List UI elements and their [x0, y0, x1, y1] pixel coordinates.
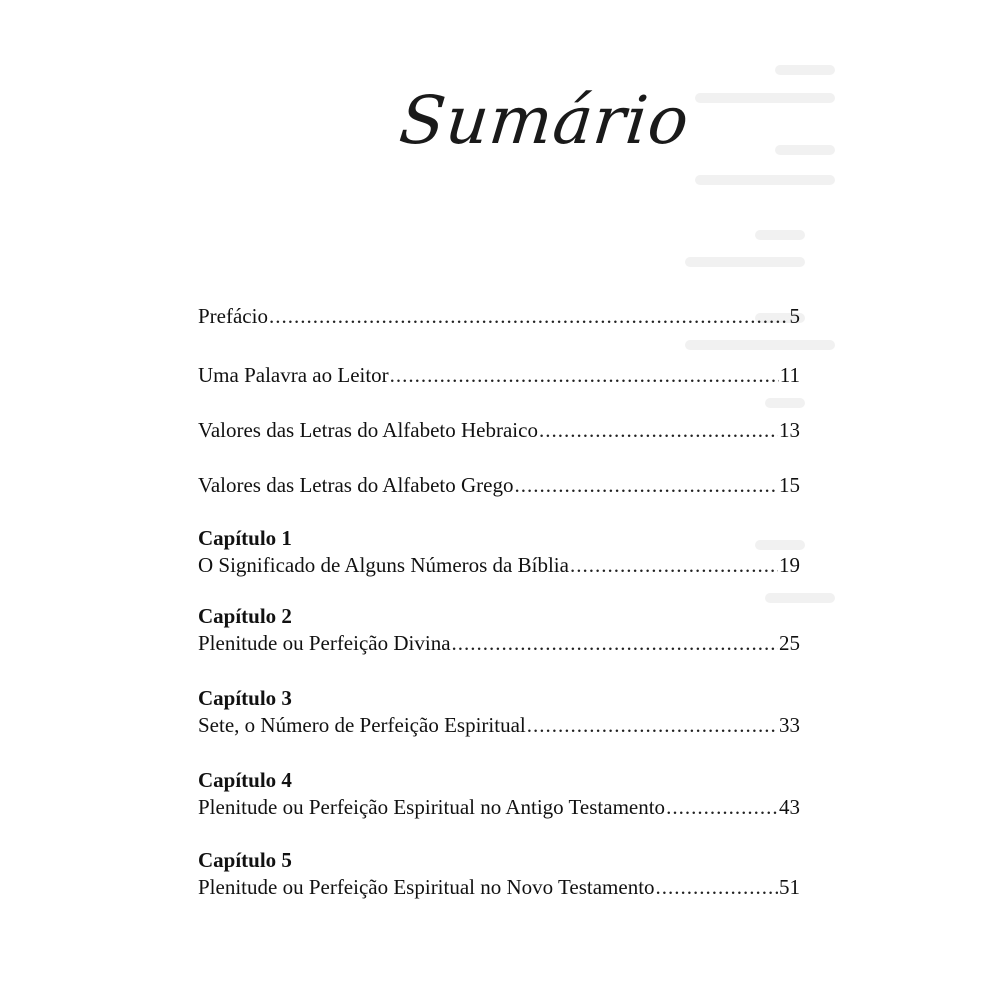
toc-line	[198, 302, 800, 330]
toc-line	[198, 629, 800, 657]
dot-leader	[570, 551, 778, 579]
toc-entry-alfabeto-grego[interactable]	[198, 471, 800, 499]
chapter-heading: Capítulo 2	[198, 604, 292, 628]
toc-entry-title: Sete, o Número de Perfeição Espiritual	[198, 713, 526, 737]
toc-entry-capitulo-1[interactable]	[198, 525, 800, 579]
toc-entry-title: Uma Palavra ao Leitor	[198, 363, 389, 387]
chapter-heading: Capítulo 5	[198, 848, 292, 872]
dot-leader	[666, 793, 778, 821]
toc-entry-title: Plenitude ou Perfeição Espiritual no Novo Testamento	[198, 875, 655, 899]
toc-page-number: 19	[779, 553, 800, 577]
dot-leader	[390, 361, 779, 389]
toc-page-number: 25	[779, 631, 800, 655]
dot-leader	[539, 416, 778, 444]
toc-entry-capitulo-5[interactable]	[198, 847, 800, 901]
toc-entry-title: Valores das Letras do Alfabeto Hebraico	[198, 418, 538, 442]
toc-line	[198, 793, 800, 821]
toc-line	[198, 551, 800, 579]
toc-page-number: 51	[779, 875, 800, 899]
toc-entry-title: Plenitude ou Perfeição Divina	[198, 631, 451, 655]
dot-leader	[656, 873, 778, 901]
toc-entry-title: Prefácio	[198, 304, 268, 328]
toc-entry-capitulo-4[interactable]	[198, 767, 800, 821]
chapter-heading: Capítulo 3	[198, 686, 292, 710]
toc-entry-title: Plenitude ou Perfeição Espiritual no Antigo Testamento	[198, 795, 666, 819]
toc-entry-title: Valores das Letras do Alfabeto Grego	[198, 473, 514, 497]
toc-entry-palavra-ao-leitor[interactable]	[198, 361, 800, 389]
toc-line	[198, 361, 800, 389]
toc-page-number: 5	[789, 304, 800, 328]
chapter-heading: Capítulo 1	[198, 526, 292, 550]
toc-page-number: 15	[779, 473, 800, 497]
toc-line	[198, 471, 800, 499]
toc-entry-capitulo-2[interactable]	[198, 603, 800, 657]
toc-line	[198, 416, 800, 444]
dot-leader	[527, 711, 778, 739]
toc-line	[198, 711, 800, 739]
toc-page-number: 43	[779, 795, 800, 819]
toc-entry-alfabeto-hebraico[interactable]	[198, 416, 800, 444]
dot-leader	[269, 302, 789, 330]
toc-page-number: 33	[779, 713, 800, 737]
toc-page-number: 11	[779, 363, 800, 387]
toc-page-number: 13	[779, 418, 800, 442]
toc-entry-prefacio[interactable]	[198, 302, 800, 330]
page-title: Sumário	[395, 82, 694, 159]
toc-line	[198, 873, 800, 901]
dot-leader	[452, 629, 778, 657]
toc-entry-capitulo-3[interactable]	[198, 685, 800, 739]
toc-entry-title: O Significado de Alguns Números da Bíblia	[198, 553, 569, 577]
chapter-heading: Capítulo 4	[198, 768, 292, 792]
dot-leader	[514, 471, 778, 499]
